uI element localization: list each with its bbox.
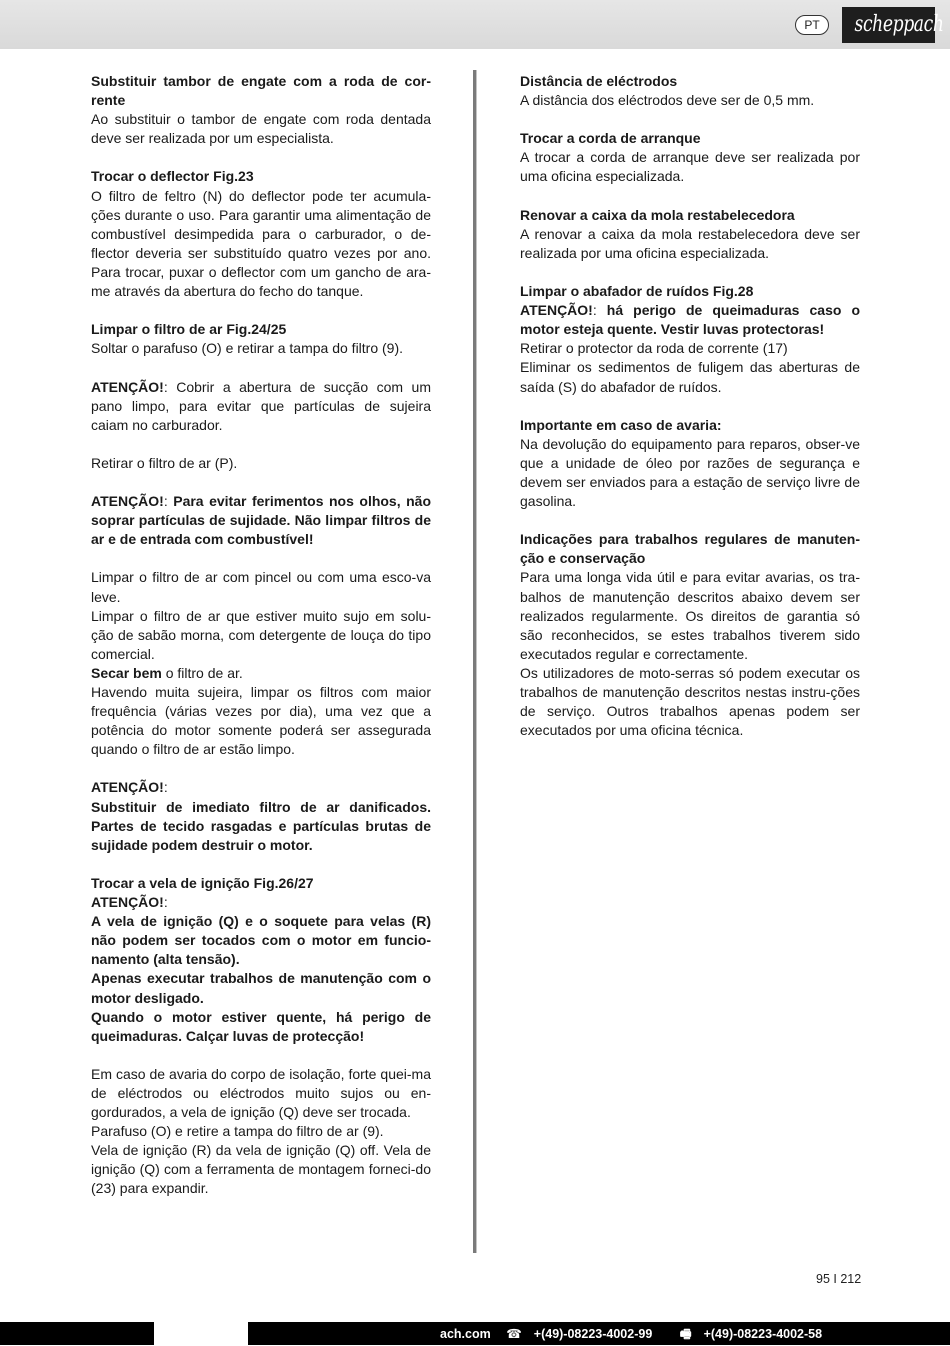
paragraph: Em caso de avaria do corpo de isolação, forte quei-ma de eléctrodos ou eléctrodos muito sujos ou en-gordurados, a vela de ignição (Q) deve ser trocada. xyxy=(91,1065,431,1121)
warning-text: há perigo de queimaduras caso o motor esteja quente. Vestir luvas protectoras! xyxy=(520,302,861,338)
footer-white-block xyxy=(154,1322,248,1345)
warning-paragraph xyxy=(520,301,860,339)
footer-website[interactable]: ach.com xyxy=(440,1327,491,1341)
brand-logo-text: scheppach xyxy=(854,12,944,37)
paragraph: A renovar a caixa da mola restabelecedora deve ser realizada por uma oficina especializada. xyxy=(520,225,860,261)
footer-bar xyxy=(0,1322,950,1345)
warning-label: ATENÇÃO! xyxy=(91,493,164,510)
footer-fax xyxy=(680,1327,834,1341)
paragraph: Retirar o protector da roda de corrente (17) xyxy=(520,340,788,357)
warning-heading xyxy=(91,778,431,797)
section-title: Trocar a corda de arranque xyxy=(520,130,701,147)
section-title: Renovar a caixa da mola restabelecedora xyxy=(520,206,795,223)
right-column xyxy=(520,72,860,740)
left-column xyxy=(91,72,431,1199)
paragraph: O filtro de feltro (N) do deflector pode ter acumula-ções durante o uso. Para garantir uma alimentação de combustível desimpedida para o carburador, o de-flector deveria ser substituído quatro vezes por ano. Para trocar, puxar o deflector com um gancho de ara-me através da abertura do fecho do tanque. xyxy=(91,187,431,300)
column-divider xyxy=(473,70,476,1253)
paragraph: A trocar a corda de arranque deve ser realizada por uma oficina especializada. xyxy=(520,149,860,185)
warning-label: ATENÇÃO! xyxy=(520,302,593,319)
warning-label: ATENÇÃO! xyxy=(91,779,164,796)
warning-text: Quando o motor estiver quente, há perigo de queimaduras. Calçar luvas de protecção! xyxy=(91,1008,431,1044)
warning-text: Substituir de imediato filtro de ar danificados. Partes de tecido rasgadas e partículas brutas de sujidade podem destruir o motor. xyxy=(91,798,431,853)
brand-logo xyxy=(842,7,944,43)
text: o filtro de ar. xyxy=(161,664,243,681)
page-number: 95 I 212 xyxy=(816,1272,862,1286)
footer-phone xyxy=(506,1327,664,1341)
paragraph: Limpar o filtro de ar com pincel ou com uma esco-va leve. xyxy=(91,569,431,605)
section-title: Substituir tambor de engate com a roda de cor-rente xyxy=(91,73,431,109)
warning-text: Apenas executar trabalhos de manutenção com o motor desligado. xyxy=(91,970,431,1006)
footer-phone-number: +(49)-08223-4002-99 xyxy=(533,1327,653,1341)
emphasis: Secar bem xyxy=(91,664,162,681)
warning-paragraph xyxy=(91,492,431,549)
warning-text: Para evitar ferimentos nos olhos, não soprar partículas de sujidade. Não limpar filtros de ar e de entrada com combustível! xyxy=(91,493,431,548)
warning-colon: : xyxy=(163,493,174,510)
paragraph: Vela de ignição (R) da vela de ignição (Q) off. Vela de ignição (Q) com a ferramenta de montagem forneci-do (23) para expandir. xyxy=(91,1142,431,1197)
footer-fax-number: +(49)-08223-4002-58 xyxy=(703,1327,823,1341)
warning-paragraph xyxy=(91,378,431,435)
paragraph: Retirar o filtro de ar (P). xyxy=(91,454,238,471)
warning-colon: : xyxy=(163,894,168,911)
warning-text: : Cobrir a abertura de sucção com um pano limpo, para evitar que partículas de sujeira caiam no carburador. xyxy=(91,378,431,433)
section-title: Limpar o abafador de ruídos Fig.28 xyxy=(520,283,754,300)
paragraph xyxy=(91,664,431,683)
warning-label: ATENÇÃO! xyxy=(91,378,164,395)
paragraph: Os utilizadores de moto-serras só podem executar os trabalhos de manutenção descritos nestas instru-ções de serviço. Outros trabalhos apenas podem ser executados por uma oficina técnica. xyxy=(520,664,860,739)
section-title: Limpar o filtro de ar Fig.24/25 xyxy=(91,321,287,338)
section-title: Trocar o deflector Fig.23 xyxy=(91,168,254,185)
fax-icon: 🖷 xyxy=(679,1327,692,1341)
paragraph: Ao substituir o tambor de engate com roda dentada deve ser realizada por um especialista. xyxy=(91,111,431,147)
paragraph: A distância dos eléctrodos deve ser de 0,5 mm. xyxy=(520,92,815,109)
paragraph: Eliminar os sedimentos de fuligem das aberturas de saída (S) do abafador de ruídos. xyxy=(520,359,860,395)
paragraph: Parafuso (O) e retire a tampa do filtro de ar (9). xyxy=(91,1123,384,1140)
warning-heading xyxy=(91,893,431,912)
warning-label: ATENÇÃO! xyxy=(91,894,164,911)
section-title: Trocar a vela de ignição Fig.26/27 xyxy=(91,874,314,891)
phone-icon: ☎ xyxy=(506,1327,522,1341)
paragraph: Soltar o parafuso (O) e retirar a tampa do filtro (9). xyxy=(91,340,404,357)
section-title: Indicações para trabalhos regulares de manuten-ção e conservação xyxy=(520,531,860,567)
warning-colon: : xyxy=(163,779,168,796)
section-title: Importante em caso de avaria: xyxy=(520,416,722,433)
footer-contact xyxy=(440,1325,846,1346)
language-badge: PT xyxy=(795,15,829,35)
warning-text: A vela de ignição (Q) e o soquete para velas (R) não podem ser tocados com o motor em funcio-namento (alta tensão). xyxy=(91,913,431,968)
paragraph: Na devolução do equipamento para reparos, obser-ve que a unidade de óleo por razões de segurança e devem ser enviados para a estação de serviço livre de gasolina. xyxy=(520,435,860,510)
header-bar xyxy=(0,0,950,49)
paragraph: Para uma longa vida útil e para evitar avarias, os tra-balhos de manutenção descritos abaixo devem ser realizados regularmente. Os direitos de garantia só são reconhecidos, se estes trabalhos tiverem sido executados regular e correctamente. xyxy=(520,569,860,662)
warning-colon: : xyxy=(592,302,607,319)
paragraph: Limpar o filtro de ar que estiver muito sujo em solu-ção de sabão morna, com detergente de louça do tipo comercial. xyxy=(91,607,431,662)
section-title: Distância de eléctrodos xyxy=(520,73,678,89)
paragraph: Havendo muita sujeira, limpar os filtros com maior frequência (várias vezes por dia), uma vez que a potência do motor somente poderá ser assegurada quando o filtro de ar estão limpo. xyxy=(91,684,431,758)
